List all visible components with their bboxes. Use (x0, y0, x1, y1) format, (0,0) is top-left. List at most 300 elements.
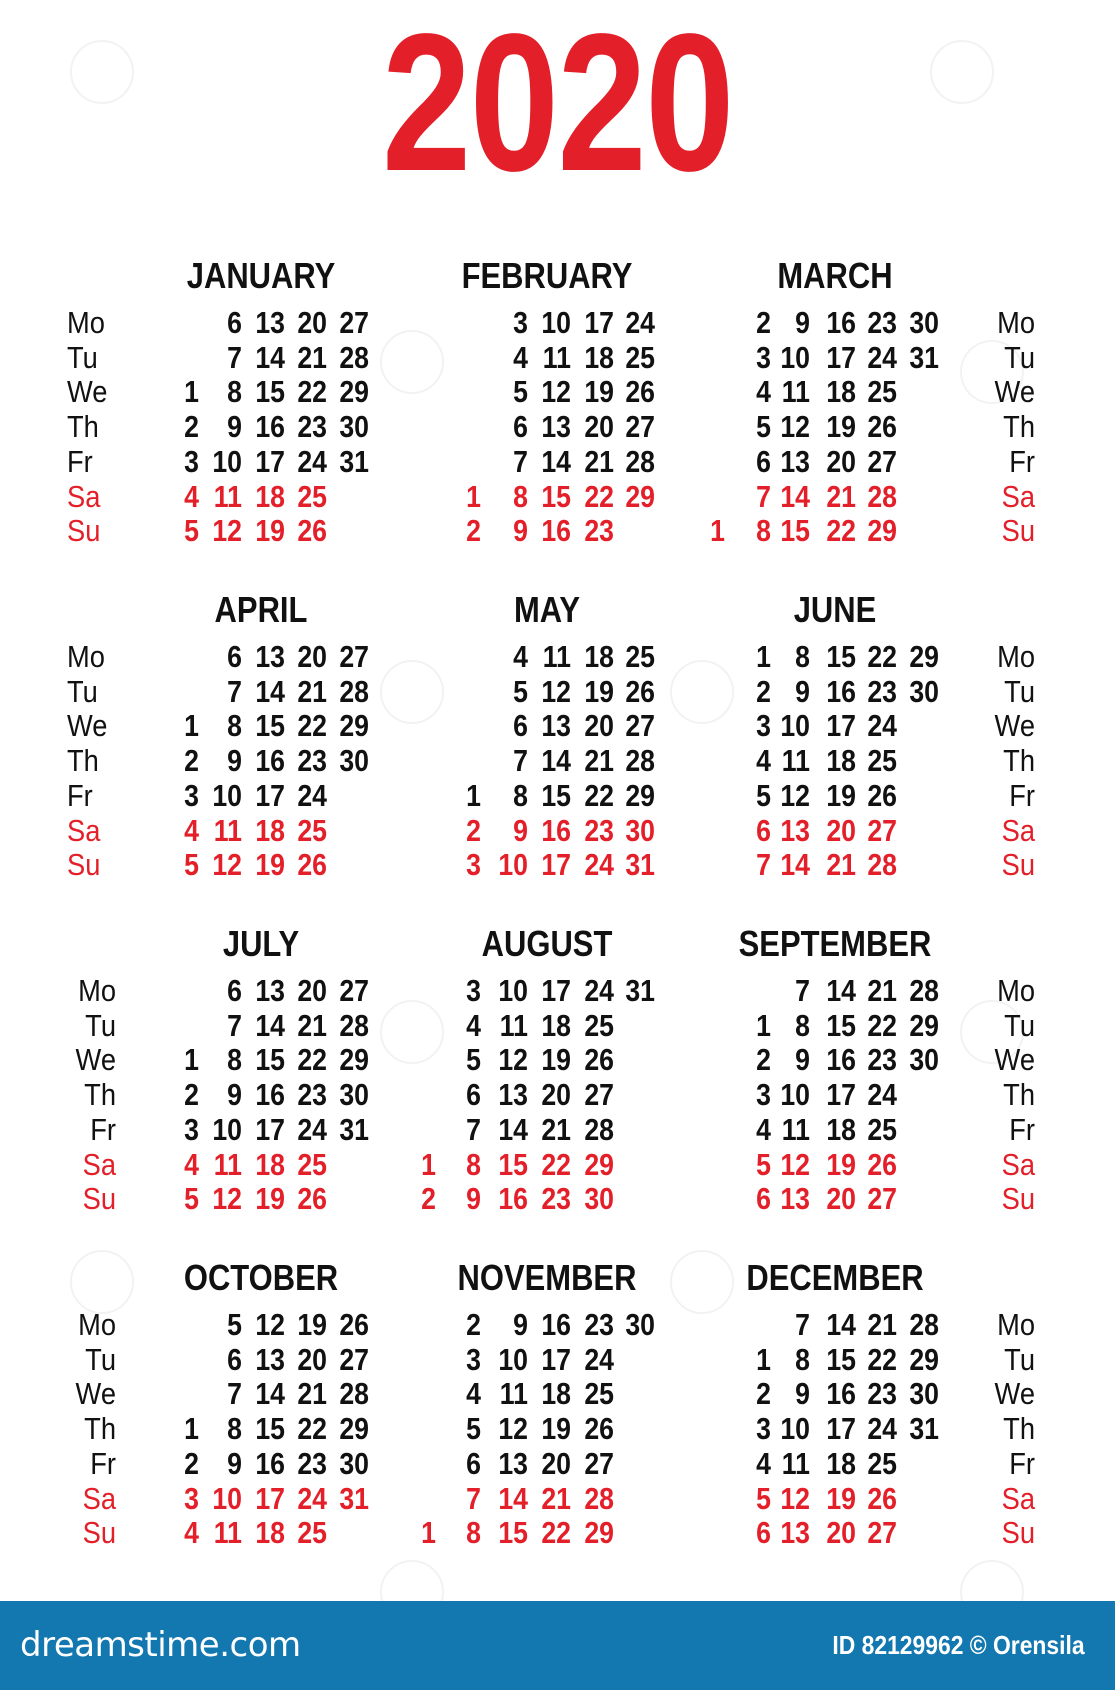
day-cell: 4 (466, 1376, 481, 1412)
day-cell: 14 (498, 1111, 528, 1147)
day-cell: 3 (513, 305, 528, 340)
weekday-label-left: Mo (67, 305, 105, 340)
day-cell: 6 (513, 708, 528, 744)
day-cell: 11 (781, 1111, 810, 1147)
day-cell: 22 (867, 1007, 897, 1043)
day-cell: 18 (584, 639, 614, 674)
weekday-label-right: We (994, 374, 1035, 410)
weekday-label-left: Su (82, 1181, 116, 1217)
day-cell: 27 (867, 1181, 897, 1217)
day-cell: 18 (826, 743, 856, 779)
weekday-label-left: Mo (67, 639, 105, 674)
day-cell: 29 (867, 513, 897, 549)
day-cell: 23 (584, 1307, 614, 1342)
day-cell: 8 (795, 1007, 810, 1043)
day-cell: 1 (466, 478, 481, 514)
day-cell: 4 (184, 478, 199, 514)
day-cell: 22 (297, 1042, 327, 1078)
day-cell: 21 (867, 973, 897, 1008)
day-cell: 17 (826, 339, 856, 375)
day-cell: 3 (756, 708, 771, 744)
day-cell: 28 (339, 1007, 369, 1043)
day-cell: 9 (795, 305, 810, 340)
day-cell: 21 (297, 673, 327, 709)
weekday-label-right: Tu (1004, 339, 1035, 375)
weekday-label-left: Tu (67, 673, 98, 709)
day-cell: 21 (826, 847, 856, 883)
day-cell: 18 (826, 1111, 856, 1147)
day-cell: 17 (826, 708, 856, 744)
day-cell: 25 (297, 478, 327, 514)
day-cell: 5 (756, 1146, 771, 1182)
day-cell: 28 (339, 1376, 369, 1412)
day-cell: 3 (184, 1480, 199, 1516)
day-cell: 29 (909, 639, 939, 674)
weekday-label-right: Mo (997, 1307, 1035, 1342)
day-cell: 8 (795, 1341, 810, 1377)
day-cell: 11 (213, 1515, 242, 1551)
weekday-label-right: Mo (997, 305, 1035, 340)
day-cell: 7 (227, 1007, 242, 1043)
weekday-label-left: We (75, 1376, 116, 1412)
watermark-swirl-icon (70, 40, 134, 104)
day-cell: 5 (184, 1181, 199, 1217)
day-cell: 1 (756, 639, 771, 674)
weekday-label-left: Mo (78, 1307, 116, 1342)
day-cell: 4 (184, 1146, 199, 1182)
day-cell: 21 (584, 443, 614, 479)
weekday-label-right: Sa (1001, 812, 1035, 848)
day-cell: 26 (339, 1307, 369, 1342)
weekday-label-left: Tu (67, 339, 98, 375)
day-cell: 15 (255, 374, 285, 410)
day-cell: 21 (297, 1007, 327, 1043)
weekday-label-left: Sa (67, 478, 101, 514)
day-cell: 26 (867, 409, 897, 445)
day-cell: 17 (584, 305, 614, 340)
day-cell: 25 (584, 1007, 614, 1043)
day-cell: 22 (297, 1411, 327, 1447)
day-cell: 4 (513, 639, 528, 674)
day-cell: 9 (513, 1307, 528, 1342)
weekday-label-left: Th (84, 1077, 116, 1113)
image-credit: ID 82129962 © Orensila (832, 1630, 1085, 1660)
day-cell: 17 (541, 973, 571, 1008)
day-cell: 21 (584, 743, 614, 779)
day-cell: 23 (584, 812, 614, 848)
day-cell: 17 (826, 1077, 856, 1113)
day-cell: 2 (756, 1376, 771, 1412)
day-cell: 18 (541, 1376, 571, 1412)
day-cell: 21 (297, 339, 327, 375)
day-cell: 1 (184, 374, 199, 410)
day-cell: 11 (499, 1376, 528, 1412)
day-cell: 12 (780, 1480, 810, 1516)
day-cell: 8 (513, 777, 528, 813)
day-cell: 18 (255, 1515, 285, 1551)
day-cell: 30 (909, 305, 939, 340)
day-cell: 19 (826, 1146, 856, 1182)
day-cell: 17 (541, 1341, 571, 1377)
day-cell: 2 (756, 673, 771, 709)
day-cell: 12 (780, 409, 810, 445)
day-cell: 8 (227, 1411, 242, 1447)
weekday-label-left: Tu (85, 1007, 116, 1043)
day-cell: 24 (625, 305, 655, 340)
day-cell: 14 (255, 339, 285, 375)
day-cell: 21 (297, 1376, 327, 1412)
month-name: SEPTEMBER (738, 923, 932, 964)
day-cell: 22 (541, 1515, 571, 1551)
day-cell: 14 (826, 973, 856, 1008)
day-cell: 22 (867, 1341, 897, 1377)
day-cell: 23 (297, 743, 327, 779)
day-cell: 16 (255, 1077, 285, 1113)
day-cell: 15 (498, 1515, 528, 1551)
weekday-label-right: Su (1001, 1515, 1035, 1551)
day-cell: 9 (795, 673, 810, 709)
day-cell: 30 (909, 1376, 939, 1412)
day-cell: 25 (297, 1515, 327, 1551)
day-cell: 27 (584, 1077, 614, 1113)
day-cell: 22 (297, 374, 327, 410)
day-cell: 30 (625, 1307, 655, 1342)
weekday-label-right: We (994, 1376, 1035, 1412)
day-cell: 20 (297, 973, 327, 1008)
day-cell: 21 (826, 478, 856, 514)
day-cell: 30 (625, 812, 655, 848)
day-cell: 12 (780, 1146, 810, 1182)
day-cell: 11 (499, 1007, 528, 1043)
day-cell: 15 (255, 1411, 285, 1447)
day-cell: 28 (867, 847, 897, 883)
day-cell: 4 (756, 374, 771, 410)
day-cell: 26 (584, 1411, 614, 1447)
weekday-label-left: We (75, 1042, 116, 1078)
day-cell: 6 (227, 639, 242, 674)
day-cell: 2 (756, 1042, 771, 1078)
day-cell: 16 (826, 673, 856, 709)
day-cell: 7 (466, 1111, 481, 1147)
day-cell: 18 (584, 339, 614, 375)
month-name: AUGUST (481, 923, 613, 964)
day-cell: 19 (584, 374, 614, 410)
day-cell: 1 (421, 1146, 436, 1182)
weekday-label-right: Sa (1001, 478, 1035, 514)
day-cell: 6 (513, 409, 528, 445)
day-cell: 4 (184, 1515, 199, 1551)
day-cell: 29 (625, 777, 655, 813)
day-cell: 2 (466, 1307, 481, 1342)
day-cell: 27 (339, 973, 369, 1008)
day-cell: 14 (826, 1307, 856, 1342)
day-cell: 22 (584, 478, 614, 514)
day-cell: 12 (498, 1042, 528, 1078)
day-cell: 13 (498, 1445, 528, 1481)
day-cell: 31 (909, 1411, 939, 1447)
day-cell: 9 (227, 1445, 242, 1481)
day-cell: 29 (339, 1042, 369, 1078)
day-cell: 29 (339, 374, 369, 410)
weekday-label-right: Mo (997, 973, 1035, 1008)
day-cell: 5 (227, 1307, 242, 1342)
brand-logo: dreamstime.com (20, 1625, 301, 1665)
day-cell: 20 (541, 1077, 571, 1113)
day-cell: 12 (255, 1307, 285, 1342)
day-cell: 25 (625, 339, 655, 375)
day-cell: 19 (584, 673, 614, 709)
weekday-label-right: Mo (997, 639, 1035, 674)
day-cell: 10 (780, 1077, 810, 1113)
day-cell: 5 (513, 673, 528, 709)
day-cell: 26 (625, 673, 655, 709)
day-cell: 19 (541, 1411, 571, 1447)
day-cell: 24 (867, 1077, 897, 1113)
day-cell: 29 (909, 1341, 939, 1377)
day-cell: 26 (297, 513, 327, 549)
weekday-label-left: Mo (78, 973, 116, 1008)
day-cell: 7 (513, 443, 528, 479)
day-cell: 31 (625, 973, 655, 1008)
day-cell: 16 (826, 1042, 856, 1078)
day-cell: 10 (212, 1111, 242, 1147)
weekday-label-left: Su (67, 513, 101, 549)
weekday-label-left: Fr (67, 777, 93, 813)
day-cell: 9 (227, 743, 242, 779)
day-cell: 23 (867, 1376, 897, 1412)
month-name: FEBRUARY (461, 255, 633, 296)
day-cell: 7 (795, 973, 810, 1008)
day-cell: 1 (756, 1341, 771, 1377)
day-cell: 10 (212, 1480, 242, 1516)
day-cell: 13 (541, 708, 571, 744)
weekday-label-left: Su (67, 847, 101, 883)
weekday-label-left: We (67, 374, 108, 410)
day-cell: 11 (213, 812, 242, 848)
month-name: APRIL (214, 589, 308, 630)
day-cell: 26 (867, 1480, 897, 1516)
month-name: MAY (514, 589, 580, 630)
day-cell: 25 (867, 1111, 897, 1147)
day-cell: 16 (541, 1307, 571, 1342)
day-cell: 12 (541, 673, 571, 709)
day-cell: 15 (826, 639, 856, 674)
day-cell: 18 (826, 1445, 856, 1481)
day-cell: 25 (297, 812, 327, 848)
weekday-label-right: Fr (1009, 777, 1035, 813)
month-name: JANUARY (186, 255, 336, 296)
weekday-label-left: Th (67, 743, 99, 779)
day-cell: 10 (780, 708, 810, 744)
day-cell: 26 (297, 847, 327, 883)
day-cell: 16 (826, 1376, 856, 1412)
day-cell: 14 (780, 847, 810, 883)
day-cell: 3 (184, 777, 199, 813)
day-cell: 9 (227, 409, 242, 445)
day-cell: 4 (466, 1007, 481, 1043)
day-cell: 14 (498, 1480, 528, 1516)
day-cell: 20 (826, 1181, 856, 1217)
day-cell: 7 (227, 1376, 242, 1412)
day-cell: 10 (498, 1341, 528, 1377)
day-cell: 1 (184, 1411, 199, 1447)
day-cell: 7 (227, 339, 242, 375)
day-cell: 27 (339, 1341, 369, 1377)
day-cell: 28 (867, 478, 897, 514)
day-cell: 20 (826, 1515, 856, 1551)
day-cell: 25 (297, 1146, 327, 1182)
weekday-label-left: Th (84, 1411, 116, 1447)
day-cell: 16 (826, 305, 856, 340)
day-cell: 22 (297, 708, 327, 744)
day-cell: 20 (826, 443, 856, 479)
month-name: NOVEMBER (457, 1257, 637, 1298)
weekday-label-right: Th (1003, 1077, 1035, 1113)
day-cell: 27 (625, 708, 655, 744)
day-cell: 12 (212, 847, 242, 883)
day-cell: 29 (584, 1146, 614, 1182)
weekday-label-right: Tu (1004, 1007, 1035, 1043)
day-cell: 1 (421, 1515, 436, 1551)
day-cell: 6 (227, 1341, 242, 1377)
day-cell: 24 (867, 1411, 897, 1447)
weekday-label-left: Sa (82, 1480, 116, 1516)
day-cell: 5 (466, 1042, 481, 1078)
day-cell: 27 (867, 1515, 897, 1551)
day-cell: 23 (867, 1042, 897, 1078)
day-cell: 13 (255, 1341, 285, 1377)
day-cell: 29 (339, 708, 369, 744)
weekday-label-left: Th (67, 409, 99, 445)
day-cell: 3 (466, 973, 481, 1008)
day-cell: 5 (466, 1411, 481, 1447)
day-cell: 3 (184, 1111, 199, 1147)
day-cell: 3 (756, 1077, 771, 1113)
day-cell: 16 (255, 743, 285, 779)
day-cell: 15 (541, 777, 571, 813)
day-cell: 20 (297, 639, 327, 674)
day-cell: 18 (255, 478, 285, 514)
day-cell: 10 (780, 1411, 810, 1447)
weekday-label-left: Sa (67, 812, 101, 848)
weekday-label-right: Tu (1004, 1341, 1035, 1377)
weekday-label-right: Th (1003, 743, 1035, 779)
day-cell: 16 (541, 513, 571, 549)
month-name: DECEMBER (746, 1257, 924, 1298)
day-cell: 4 (513, 339, 528, 375)
day-cell: 28 (625, 443, 655, 479)
weekday-label-right: Fr (1009, 1445, 1035, 1481)
day-cell: 2 (756, 305, 771, 340)
day-cell: 8 (756, 513, 771, 549)
day-cell: 12 (212, 1181, 242, 1217)
day-cell: 13 (780, 812, 810, 848)
day-cell: 7 (227, 673, 242, 709)
day-cell: 27 (339, 639, 369, 674)
weekday-label-right: Th (1003, 409, 1035, 445)
day-cell: 26 (625, 374, 655, 410)
day-cell: 3 (466, 847, 481, 883)
day-cell: 24 (584, 973, 614, 1008)
day-cell: 22 (826, 513, 856, 549)
day-cell: 23 (297, 1077, 327, 1113)
month-name: OCTOBER (183, 1257, 339, 1298)
day-cell: 17 (255, 1480, 285, 1516)
day-cell: 17 (255, 777, 285, 813)
day-cell: 27 (625, 409, 655, 445)
day-cell: 3 (466, 1341, 481, 1377)
day-cell: 20 (826, 812, 856, 848)
weekday-label-left: We (67, 708, 108, 744)
day-cell: 19 (255, 1181, 285, 1217)
day-cell: 7 (756, 847, 771, 883)
day-cell: 2 (466, 812, 481, 848)
watermark-swirl-icon (70, 1250, 134, 1314)
day-cell: 5 (184, 847, 199, 883)
footer-bar (0, 1601, 1115, 1690)
day-cell: 31 (339, 1480, 369, 1516)
weekday-label-right: Sa (1001, 1480, 1035, 1516)
day-cell: 14 (255, 1007, 285, 1043)
day-cell: 4 (756, 1445, 771, 1481)
day-cell: 17 (255, 443, 285, 479)
day-cell: 2 (466, 513, 481, 549)
month-name: MARCH (777, 255, 893, 296)
day-cell: 28 (909, 973, 939, 1008)
day-cell: 16 (255, 1445, 285, 1481)
day-cell: 14 (255, 673, 285, 709)
day-cell: 28 (625, 743, 655, 779)
day-cell: 13 (780, 1515, 810, 1551)
day-cell: 5 (513, 374, 528, 410)
day-cell: 28 (909, 1307, 939, 1342)
day-cell: 9 (513, 513, 528, 549)
day-cell: 29 (339, 1411, 369, 1447)
day-cell: 29 (584, 1515, 614, 1551)
day-cell: 3 (756, 339, 771, 375)
day-cell: 23 (297, 1445, 327, 1481)
day-cell: 18 (541, 1007, 571, 1043)
day-cell: 18 (255, 812, 285, 848)
day-cell: 2 (184, 1077, 199, 1113)
day-cell: 16 (255, 409, 285, 445)
weekday-label-left: Fr (67, 443, 93, 479)
weekday-label-right: Su (1001, 847, 1035, 883)
day-cell: 12 (212, 513, 242, 549)
day-cell: 1 (184, 1042, 199, 1078)
day-cell: 26 (584, 1042, 614, 1078)
day-cell: 19 (826, 777, 856, 813)
day-cell: 11 (542, 639, 571, 674)
day-cell: 8 (227, 708, 242, 744)
day-cell: 10 (498, 973, 528, 1008)
watermark-swirl-icon (930, 40, 994, 104)
day-cell: 11 (781, 374, 810, 410)
day-cell: 8 (227, 1042, 242, 1078)
day-cell: 23 (541, 1181, 571, 1217)
day-cell: 30 (584, 1181, 614, 1217)
day-cell: 19 (297, 1307, 327, 1342)
day-cell: 21 (541, 1111, 571, 1147)
day-cell: 17 (541, 847, 571, 883)
day-cell: 20 (584, 708, 614, 744)
day-cell: 7 (795, 1307, 810, 1342)
day-cell: 10 (212, 777, 242, 813)
day-cell: 15 (255, 708, 285, 744)
day-cell: 6 (466, 1077, 481, 1113)
day-cell: 19 (826, 1480, 856, 1516)
day-cell: 4 (184, 812, 199, 848)
